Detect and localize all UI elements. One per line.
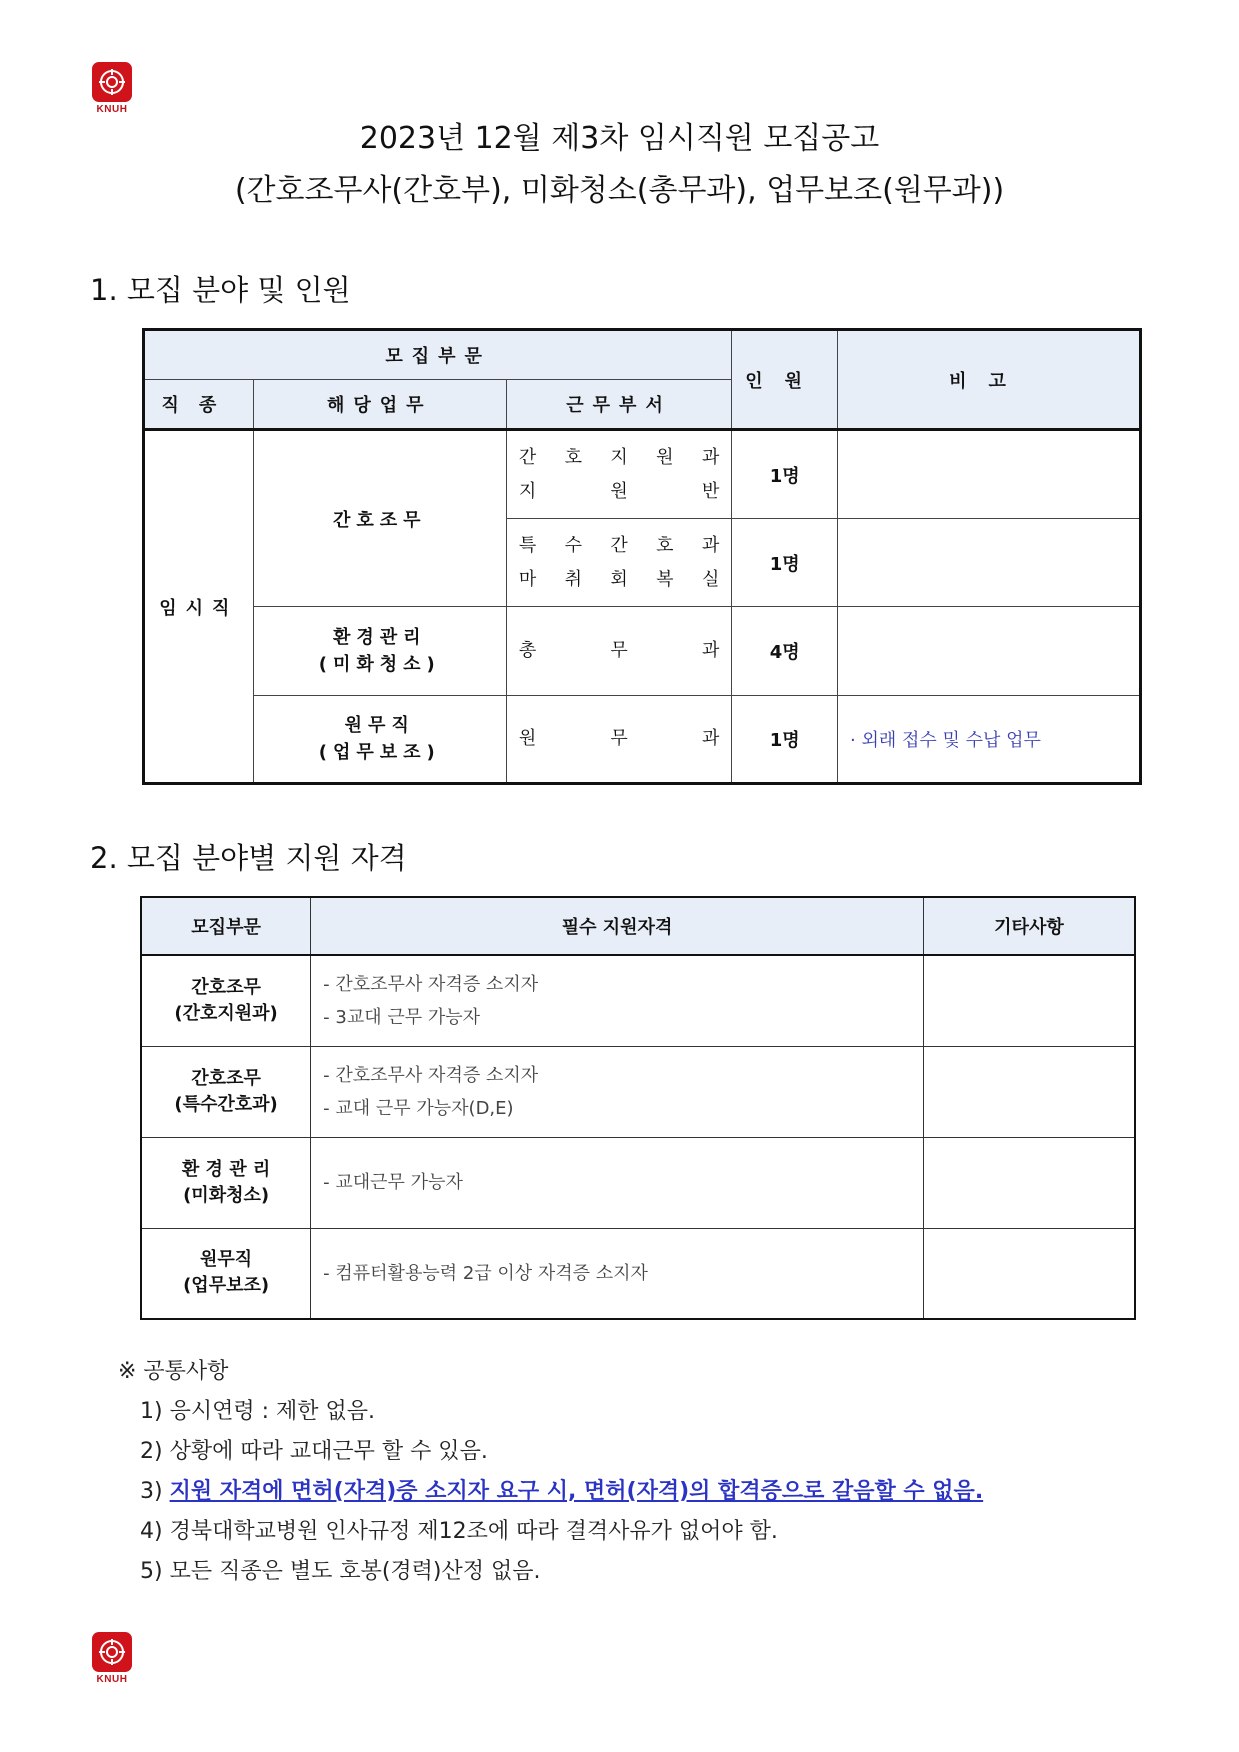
requirements-cell: - 간호조무사 자격증 소지자 - 교대 근무 가능자(D,E)	[311, 1046, 924, 1137]
job-type-cell: 임시직	[144, 430, 254, 784]
dept-cell	[506, 696, 732, 784]
count-cell: 1명	[732, 430, 838, 519]
dept-line: 지 원 반	[518, 480, 720, 502]
other-cell	[923, 1046, 1135, 1137]
requirements-cell: - 교대근무 가능자	[311, 1137, 924, 1228]
header-department: 근무부서	[506, 380, 732, 430]
count-cell: 1명	[732, 519, 838, 607]
logo-wordmark: KNUH	[96, 1674, 128, 1685]
hospital-logo-top	[92, 62, 132, 115]
dept-line: 총 무 과	[518, 640, 720, 661]
duty-admin: 원무직 (업무보조)	[253, 696, 506, 784]
other-cell	[923, 1228, 1135, 1319]
header-job-type: 직종	[144, 380, 254, 430]
recruitment-table	[142, 328, 1142, 785]
page-title-line2: (간호조무사(간호부), 미화청소(총무과), 업무보조(원무과))	[234, 173, 1005, 208]
dept-cell	[506, 430, 732, 519]
logo-emblem-icon	[92, 1632, 132, 1672]
note-item: 5) 모든 직종은 별도 호봉(경력)산정 없음.	[140, 1559, 541, 1584]
page-title-line1: 2023년 12월 제3차 임시직원 모집공고	[359, 121, 880, 156]
section1-heading: 1. 모집 분야 및 인원	[90, 273, 351, 307]
common-notes	[118, 1352, 983, 1592]
category-cell: 간호조무 (간호지원과)	[141, 955, 311, 1046]
count-cell: 4명	[732, 607, 838, 696]
note-item: 2) 상황에 따라 교대근무 할 수 있음.	[140, 1439, 488, 1464]
dept-cell	[506, 519, 732, 607]
category-cell: 환 경 관 리 (미화청소)	[141, 1137, 311, 1228]
header-requirements: 필수 지원자격	[311, 897, 924, 955]
note-item: 4) 경북대학교병원 인사규정 제12조에 따라 결격사유가 없어야 함.	[140, 1519, 778, 1544]
header-other: 기타사항	[923, 897, 1135, 955]
note-emphasis: 지원 자격에 면허(자격)증 소지자 요구 시, 면허(자격)의 합격증으로 갈음할 수 없음.	[169, 1479, 984, 1504]
section2-heading: 2. 모집 분야별 지원 자격	[90, 841, 407, 875]
remark-cell	[838, 430, 1141, 519]
other-cell	[923, 1137, 1135, 1228]
dept-line: 마 취 회 복 실	[518, 568, 720, 590]
remark-cell	[838, 519, 1141, 607]
header-remarks: 비고	[838, 330, 1141, 430]
category-cell: 원무직 (업무보조)	[141, 1228, 311, 1319]
header-group: 모집부문	[144, 330, 732, 380]
requirements-cell: - 컴퓨터활용능력 2급 이상 자격증 소지자	[311, 1228, 924, 1319]
remark-cell	[838, 607, 1141, 696]
duty-nursing: 간호조무	[253, 430, 506, 607]
note-item: 3) 지원 자격에 면허(자격)증 소지자 요구 시, 면허(자격)의 합격증으로 갈음할 수 없음.	[140, 1479, 984, 1504]
notes-heading: ※ 공통사항	[118, 1359, 229, 1384]
header-category: 모집부문	[141, 897, 311, 955]
qualification-table	[140, 896, 1136, 1320]
dept-cell	[506, 607, 732, 696]
dept-line: 간 호 지 원 과	[518, 446, 720, 468]
remark-cell: · 외래 접수 및 수납 업무	[838, 696, 1141, 784]
note-item: 1) 응시연령 : 제한 없음.	[140, 1399, 375, 1424]
duty-cleaning: 환경관리 (미화청소)	[253, 607, 506, 696]
count-cell: 1명	[732, 696, 838, 784]
logo-emblem-icon	[92, 62, 132, 102]
logo-wordmark: KNUH	[96, 104, 128, 115]
category-cell: 간호조무 (특수간호과)	[141, 1046, 311, 1137]
dept-line: 원 무 과	[518, 728, 720, 749]
dept-line: 특 수 간 호 과	[518, 534, 720, 556]
other-cell	[923, 955, 1135, 1046]
requirements-cell: - 간호조무사 자격증 소지자 - 3교대 근무 가능자	[311, 955, 924, 1046]
hospital-logo-bottom	[92, 1632, 132, 1685]
header-duty: 해당업무	[253, 380, 506, 430]
header-count: 인원	[732, 330, 838, 430]
